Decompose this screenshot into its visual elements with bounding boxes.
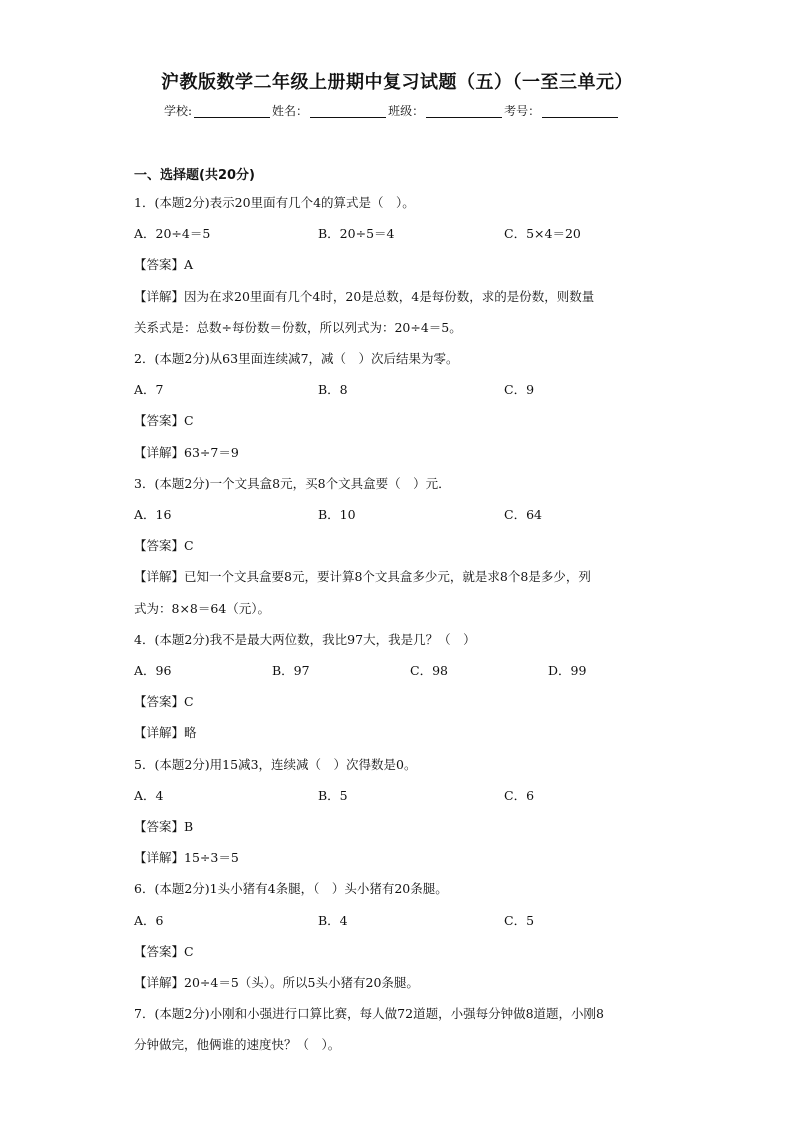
answer-tag: 【答案】 [134, 819, 185, 834]
detail-line [134, 724, 197, 742]
answer-option[interactable]: C．64 [504, 507, 542, 522]
answer-option[interactable]: A．96 [134, 663, 172, 678]
detail-text: 关系式是：总数÷每份数＝份数，所以列式为：20÷4＝5。 [134, 319, 462, 335]
answer-value: A [184, 257, 194, 273]
question-stem: 3．(本题2分)一个文具盒8元，买8个文具盒要（ ）元． [134, 475, 451, 491]
question-stem: 4．(本题2分)我不是最大两位数，我比97大，我是几？（ ） [134, 631, 476, 647]
question-stem: 7．(本题2分)小刚和小强进行口算比赛，每人做72道题，小强每分钟做8道题，小刚8 [134, 1006, 604, 1022]
answer-option[interactable]: A．16 [134, 507, 172, 522]
answer-option[interactable]: B．8 [318, 382, 348, 398]
question-stem: 6．(本题2分)1头小猪有4条腿，（ ）头小猪有20条腿。 [134, 881, 448, 897]
detail-text: 因为在求20里面有几个4时，20是总数，4是每份数，求的是份数，则数量 [184, 288, 595, 304]
answer-tag: 【答案】 [134, 413, 185, 429]
answer-option[interactable]: C．9 [504, 382, 535, 398]
answer-option[interactable]: A．4 [134, 787, 164, 803]
answer-option[interactable]: A．20÷4＝5 [134, 226, 211, 242]
answer-tag: 【答案】 [134, 943, 185, 959]
detail-text: 20÷4＝5（头）。所以5头小猪有20条腿。 [184, 975, 419, 990]
answer-option[interactable]: A．6 [134, 912, 164, 928]
detail-text: 15÷3＝5 [184, 850, 239, 866]
answer-option[interactable]: C．5×4＝20 [504, 226, 581, 242]
answer-line [134, 693, 194, 711]
page-title: 沪教版数学二年级上册期中复习试题（五）（一至三单元） [161, 72, 633, 93]
school-label: 学校: [164, 104, 193, 118]
question-stem: 分钟做完，他俩谁的速度快？（ ）。 [134, 1037, 341, 1053]
answer-option[interactable]: C．98 [410, 663, 448, 678]
exam-number-label: 考号： [504, 104, 541, 118]
answer-tag: 【答案】 [134, 538, 185, 554]
answer-option[interactable]: B．20÷5＝4 [318, 226, 395, 242]
answer-option[interactable]: B．97 [272, 663, 310, 678]
detail-tag: 【详解】 [134, 850, 185, 866]
detail-line [134, 600, 270, 618]
detail-line [134, 319, 462, 337]
answer-value: C [184, 538, 194, 554]
detail-text: 63÷7＝9 [184, 444, 239, 460]
answer-option[interactable]: A．7 [134, 382, 164, 398]
question-stem: 1．(本题2分)表示20里面有几个4的算式是（ ）。 [134, 195, 415, 210]
detail-tag: 【详解】 [134, 569, 185, 585]
answer-option[interactable]: B．5 [318, 787, 348, 803]
answer-value: B [184, 819, 194, 834]
answer-line [134, 537, 194, 555]
question-stem: 2．(本题2分)从63里面连续减7，减（ ）次后结果为零。 [134, 351, 459, 366]
detail-line [134, 568, 591, 586]
answer-line [134, 412, 194, 430]
answer-tag: 【答案】 [134, 694, 185, 710]
answer-value: C [184, 413, 194, 429]
answer-value: C [184, 694, 194, 710]
detail-tag: 【详解】 [134, 725, 185, 741]
detail-tag: 【详解】 [134, 288, 185, 304]
name-label: 姓名： [272, 104, 309, 118]
detail-line [134, 288, 594, 306]
answer-option[interactable]: B．4 [318, 912, 348, 928]
answer-option[interactable]: B．10 [318, 507, 356, 522]
answer-option[interactable]: C．5 [504, 912, 535, 928]
answer-tag: 【答案】 [134, 257, 185, 273]
detail-tag: 【详解】 [134, 444, 185, 460]
detail-text: 已知一个文具盒要8元，要计算8个文具盒多少元，就是求8个8是多少，列 [184, 569, 591, 585]
question-stem: 5．(本题2分)用15减3，连续减（ ）次得数是0。 [134, 756, 417, 772]
detail-text: 式为：8×8＝64（元）。 [134, 600, 271, 616]
class-label: 班级： [388, 104, 425, 118]
answer-line [134, 256, 193, 274]
answer-value: C [184, 943, 194, 959]
answer-line [134, 818, 193, 836]
answer-line [134, 943, 194, 961]
detail-line [134, 974, 419, 992]
detail-line [134, 849, 239, 867]
answer-option[interactable]: C．6 [504, 787, 535, 803]
detail-line [134, 444, 239, 462]
answer-option[interactable]: D．99 [548, 663, 587, 678]
detail-tag: 【详解】 [134, 975, 185, 990]
detail-text: 略 [184, 725, 197, 741]
section-heading: 一、选择题(共20分) [134, 168, 255, 183]
